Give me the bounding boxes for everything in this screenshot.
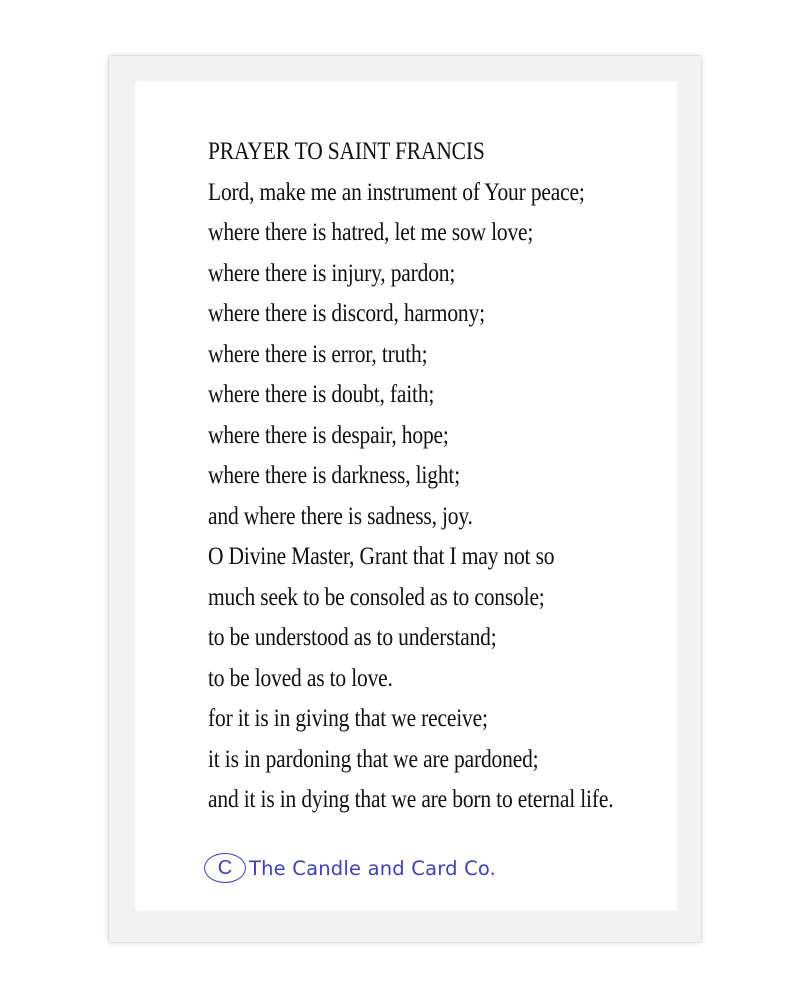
print-mat [134, 80, 678, 912]
prayer-line: where there is error, truth; [208, 340, 428, 368]
prayer-line: much seek to be consoled as to console; [208, 583, 545, 611]
print-frame [109, 56, 701, 942]
prayer-line: to be understood as to understand; [208, 624, 497, 651]
prayer-line: and where there is sadness, joy. [208, 502, 473, 530]
prayer-line: where there is doubt, faith; [208, 381, 435, 408]
copyright-footer [204, 850, 496, 886]
prayer-line: where there is discord, harmony; [208, 300, 485, 327]
prayer-text [208, 132, 668, 821]
company-name: The Candle and Card Co. [249, 856, 497, 880]
prayer-line: O Divine Master, Grant that I may not so [208, 543, 555, 570]
prayer-line: where there is injury, pardon; [208, 259, 456, 287]
prayer-line: Lord, make me an instrument of Your peace; [208, 178, 585, 206]
prayer-line: where there is hatred, let me sow love; [208, 219, 534, 246]
prayer-line: where there is despair, hope; [208, 421, 449, 449]
prayer-title: PRAYER TO SAINT FRANCIS [208, 138, 485, 165]
prayer-line: and it is in dying that we are born to eternal life. [208, 786, 614, 813]
prayer-line: to be loved as to love. [208, 664, 393, 692]
prayer-line: for it is in giving that we receive; [208, 705, 488, 732]
prayer-line: it is in pardoning that we are pardoned; [208, 745, 539, 773]
prayer-line: where there is darkness, light; [208, 462, 461, 489]
copyright-icon: C [204, 853, 246, 883]
